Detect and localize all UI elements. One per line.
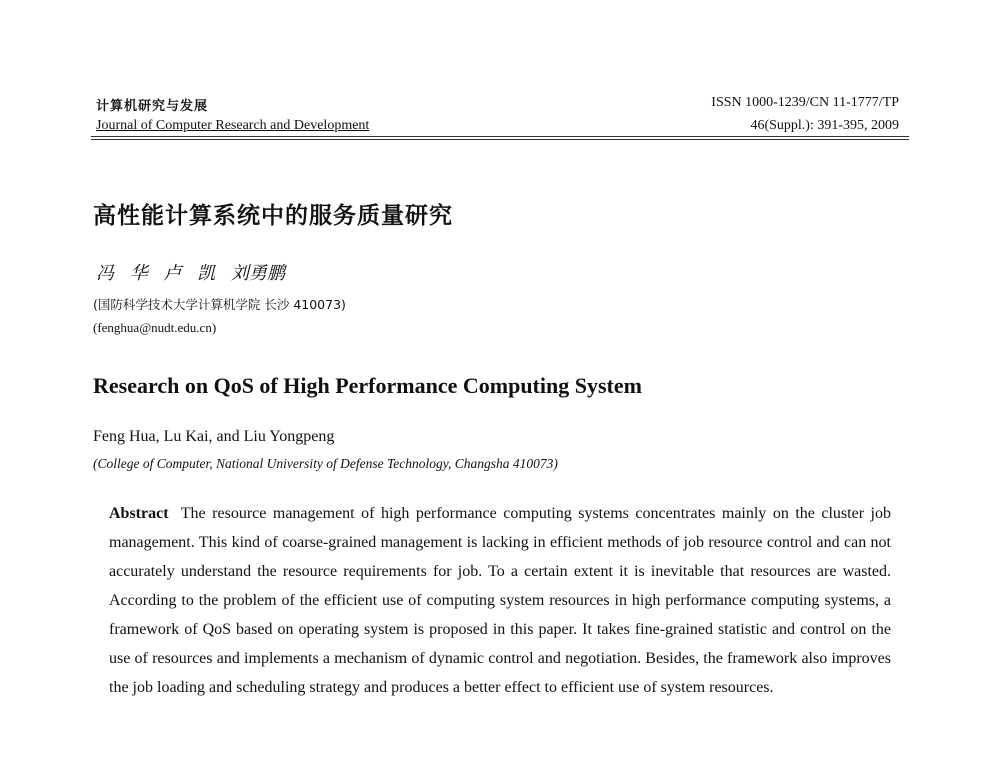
abstract-label: Abstract [109, 505, 169, 522]
author-email: (fenghua@nudt.edu.cn) [93, 320, 217, 335]
abstract-text: The resource management of high performance computing systems concentrates mainly on the cluster job management. This kind of coarse-grained management is lacking in efficient methods of job resource control and can not accurately understand the resource requirements for job. To a certain extent it is inevitable that resources are wasted. According to the problem of the efficient use of computing system resources in high performance computing systems, a framework of QoS based on operating system is proposed in this paper. It takes fine-grained statistic and control on the use of resources and implements a mechanism of dynamic control and negotiation. Besides, the framework also improves the job loading and scheduling strategy and produces a better effect to efficient use of system resources. [109, 505, 891, 696]
paper-title-en: Research on QoS of High Performance Computing System [93, 373, 642, 398]
paper-title-cn: 高性能计算系统中的服务质量研究 [93, 203, 453, 229]
affiliation-cn: (国防科学技术大学计算机学院 长沙 410073) [93, 297, 346, 312]
affiliation-en: (College of Computer, National University of Defense Technology, Changsha 410073) [93, 456, 558, 471]
header-rule-bottom [91, 139, 909, 140]
authors-en: Feng Hua, Lu Kai, and Liu Yongpeng [93, 428, 335, 445]
volume-line: 46(Suppl.): 391-395, 2009 [750, 118, 899, 133]
journal-name-cn: 计算机研究与发展 [96, 99, 209, 114]
issn-line: ISSN 1000-1239/CN 11-1777/TP [711, 95, 899, 110]
authors-cn: 冯 华 卢 凯 刘勇鹏 [96, 263, 285, 284]
journal-name-en: Journal of Computer Research and Development [96, 118, 370, 133]
header-rule-top [91, 136, 909, 137]
abstract [109, 499, 891, 702]
